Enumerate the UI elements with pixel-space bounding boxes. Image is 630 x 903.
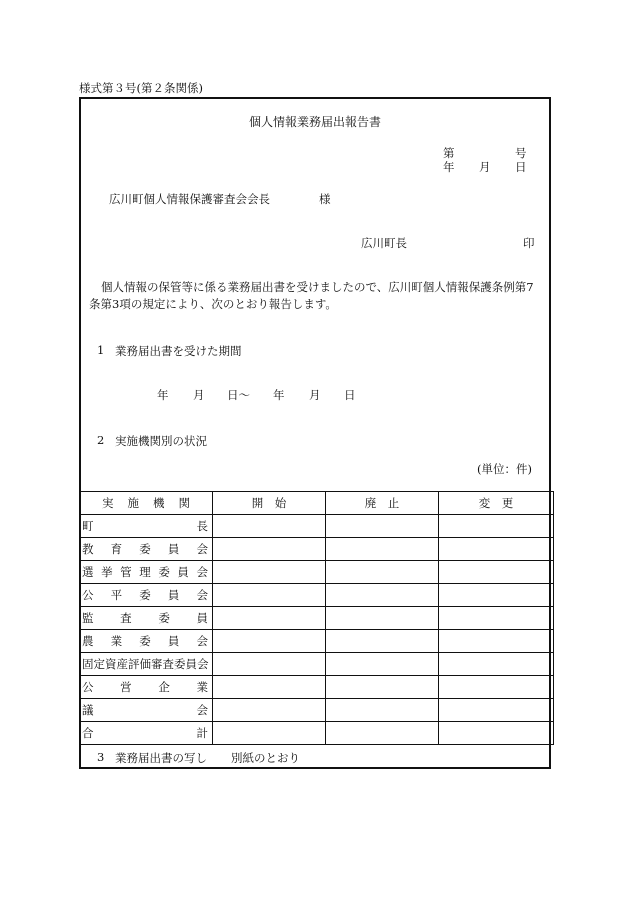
period-from-year: 年: [157, 388, 169, 402]
change-cell[interactable]: [439, 630, 554, 653]
abolish-cell[interactable]: [326, 584, 439, 607]
table-row: [80, 676, 554, 699]
table-row: [80, 699, 554, 722]
section2-heading: 実施機関別の状況: [115, 434, 207, 448]
report-body: 個人情報の保管等に係る業務届出書を受けましたので、広川町個人情報保護条例第7条第3項の規定により、次のとおり報告します。: [89, 280, 534, 311]
section1-heading: 業務届出書を受けた期間: [115, 344, 242, 358]
agency-cell: 監 査 委 員: [80, 607, 213, 630]
table-header-row: [80, 492, 554, 515]
form-frame: [79, 97, 551, 769]
addressee-name: 広川町個人情報保護審査会会長: [109, 192, 270, 206]
number-suffix: 号: [515, 146, 527, 160]
abolish-cell[interactable]: [326, 653, 439, 676]
change-cell[interactable]: [439, 676, 554, 699]
addressee-honorific: 様: [319, 192, 331, 206]
table-row: [80, 584, 554, 607]
agency-cell: 選 挙 管 理 委 員 会: [80, 561, 213, 584]
section3-note: 別紙のとおり: [231, 751, 300, 765]
change-cell[interactable]: [439, 561, 554, 584]
table-row: [80, 561, 554, 584]
header-agency: 実 施 機 関: [80, 492, 213, 515]
agency-cell: 公 平 委 員 会: [80, 584, 213, 607]
document-title: 個人情報業務届出報告書: [248, 115, 381, 129]
unit-label: (単位：件): [477, 462, 532, 476]
number-prefix: 第: [443, 146, 455, 160]
date-day: 日: [515, 160, 527, 174]
start-cell[interactable]: [213, 676, 326, 699]
change-cell[interactable]: [439, 699, 554, 722]
change-cell[interactable]: [439, 653, 554, 676]
agency-cell: 農 業 委 員 会: [80, 630, 213, 653]
period-to-year: 年: [273, 388, 285, 402]
agency-cell: 議 会: [80, 699, 213, 722]
agency-cell: 公 営 企 業: [80, 676, 213, 699]
start-cell[interactable]: [213, 538, 326, 561]
seal-mark: 印: [523, 236, 535, 250]
abolish-cell[interactable]: [326, 538, 439, 561]
header-change: 変 更: [439, 492, 554, 515]
start-cell[interactable]: [213, 515, 326, 538]
change-cell[interactable]: [439, 538, 554, 561]
table-row: [80, 653, 554, 676]
start-cell[interactable]: [213, 630, 326, 653]
period-from-month: 月: [193, 388, 205, 402]
table-row: [80, 722, 554, 745]
change-cell[interactable]: [439, 722, 554, 745]
period-to-month: 月: [309, 388, 321, 402]
agency-cell: 教 育 委 員 会: [80, 538, 213, 561]
section3-number: 3: [97, 750, 105, 764]
date-month: 月: [479, 160, 491, 174]
abolish-cell[interactable]: [326, 607, 439, 630]
period-from-day: 日〜: [227, 388, 250, 402]
status-table: [79, 491, 554, 745]
abolish-cell[interactable]: [326, 515, 439, 538]
abolish-cell[interactable]: [326, 561, 439, 584]
agency-cell: 合 計: [80, 722, 213, 745]
section1-number: 1: [97, 343, 105, 357]
header-start: 開 始: [213, 492, 326, 515]
table-row: [80, 607, 554, 630]
sender-name: 広川町長: [361, 236, 407, 250]
header-abolish: 廃 止: [326, 492, 439, 515]
start-cell[interactable]: [213, 607, 326, 630]
abolish-cell[interactable]: [326, 630, 439, 653]
change-cell[interactable]: [439, 515, 554, 538]
date-year: 年: [443, 160, 455, 174]
change-cell[interactable]: [439, 607, 554, 630]
form-number-label: 様式第３号(第２条関係): [79, 81, 203, 95]
agency-cell: 固 定 資 産 評 価 審 査 委 員 会: [80, 653, 213, 676]
abolish-cell[interactable]: [326, 676, 439, 699]
section2-number: 2: [97, 433, 105, 447]
start-cell[interactable]: [213, 584, 326, 607]
table-row: [80, 630, 554, 653]
abolish-cell[interactable]: [326, 699, 439, 722]
start-cell[interactable]: [213, 561, 326, 584]
abolish-cell[interactable]: [326, 722, 439, 745]
start-cell[interactable]: [213, 722, 326, 745]
section3-heading: 業務届出書の写し: [115, 751, 207, 765]
start-cell[interactable]: [213, 653, 326, 676]
start-cell[interactable]: [213, 699, 326, 722]
period-to-day: 日: [344, 388, 356, 402]
table-row: [80, 515, 554, 538]
agency-cell: 町 長: [80, 515, 213, 538]
table-row: [80, 538, 554, 561]
change-cell[interactable]: [439, 584, 554, 607]
